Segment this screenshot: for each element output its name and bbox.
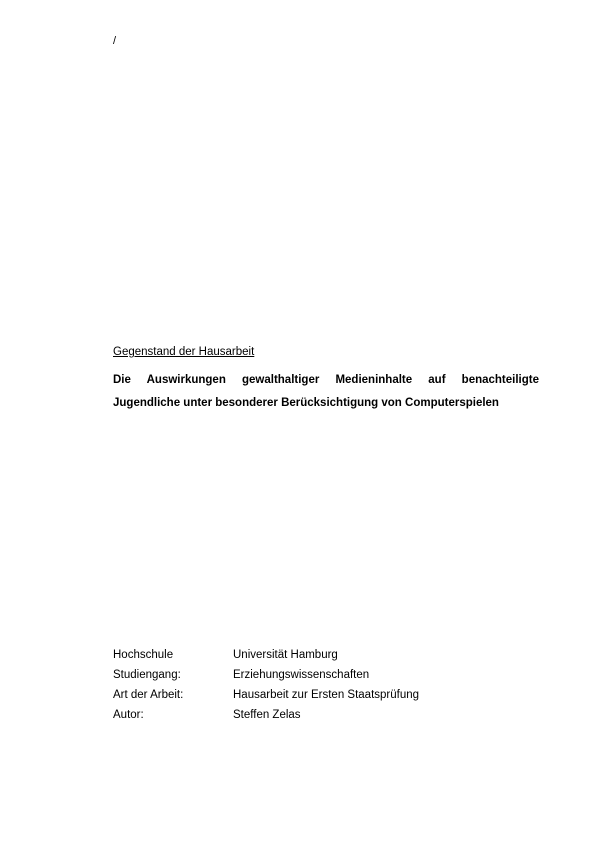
meta-table xyxy=(113,648,419,728)
meta-key: Art der Arbeit: xyxy=(113,689,184,701)
subject-label: Gegenstand der Hausarbeit xyxy=(113,346,255,358)
meta-row-program xyxy=(113,668,419,688)
meta-value: Steffen Zelas xyxy=(233,709,301,721)
meta-value: Hausarbeit zur Ersten Staatsprüfung xyxy=(233,689,420,701)
thesis-title: Die Auswirkungen gewalthaltiger Medieninhalte auf benachteiligte Jugendliche unter besonderer Berücksichtigung von Computerspielen xyxy=(113,374,539,409)
top-mark: / xyxy=(113,35,117,47)
meta-row-work-type xyxy=(113,688,419,708)
meta-value: Universität Hamburg xyxy=(233,649,338,661)
meta-key: Hochschule xyxy=(113,649,174,661)
meta-row-author xyxy=(113,708,419,728)
meta-key: Studiengang: xyxy=(113,669,181,681)
meta-row-university xyxy=(113,648,419,668)
meta-value: Erziehungswissenschaften xyxy=(233,669,370,681)
meta-key: Autor: xyxy=(113,709,144,721)
